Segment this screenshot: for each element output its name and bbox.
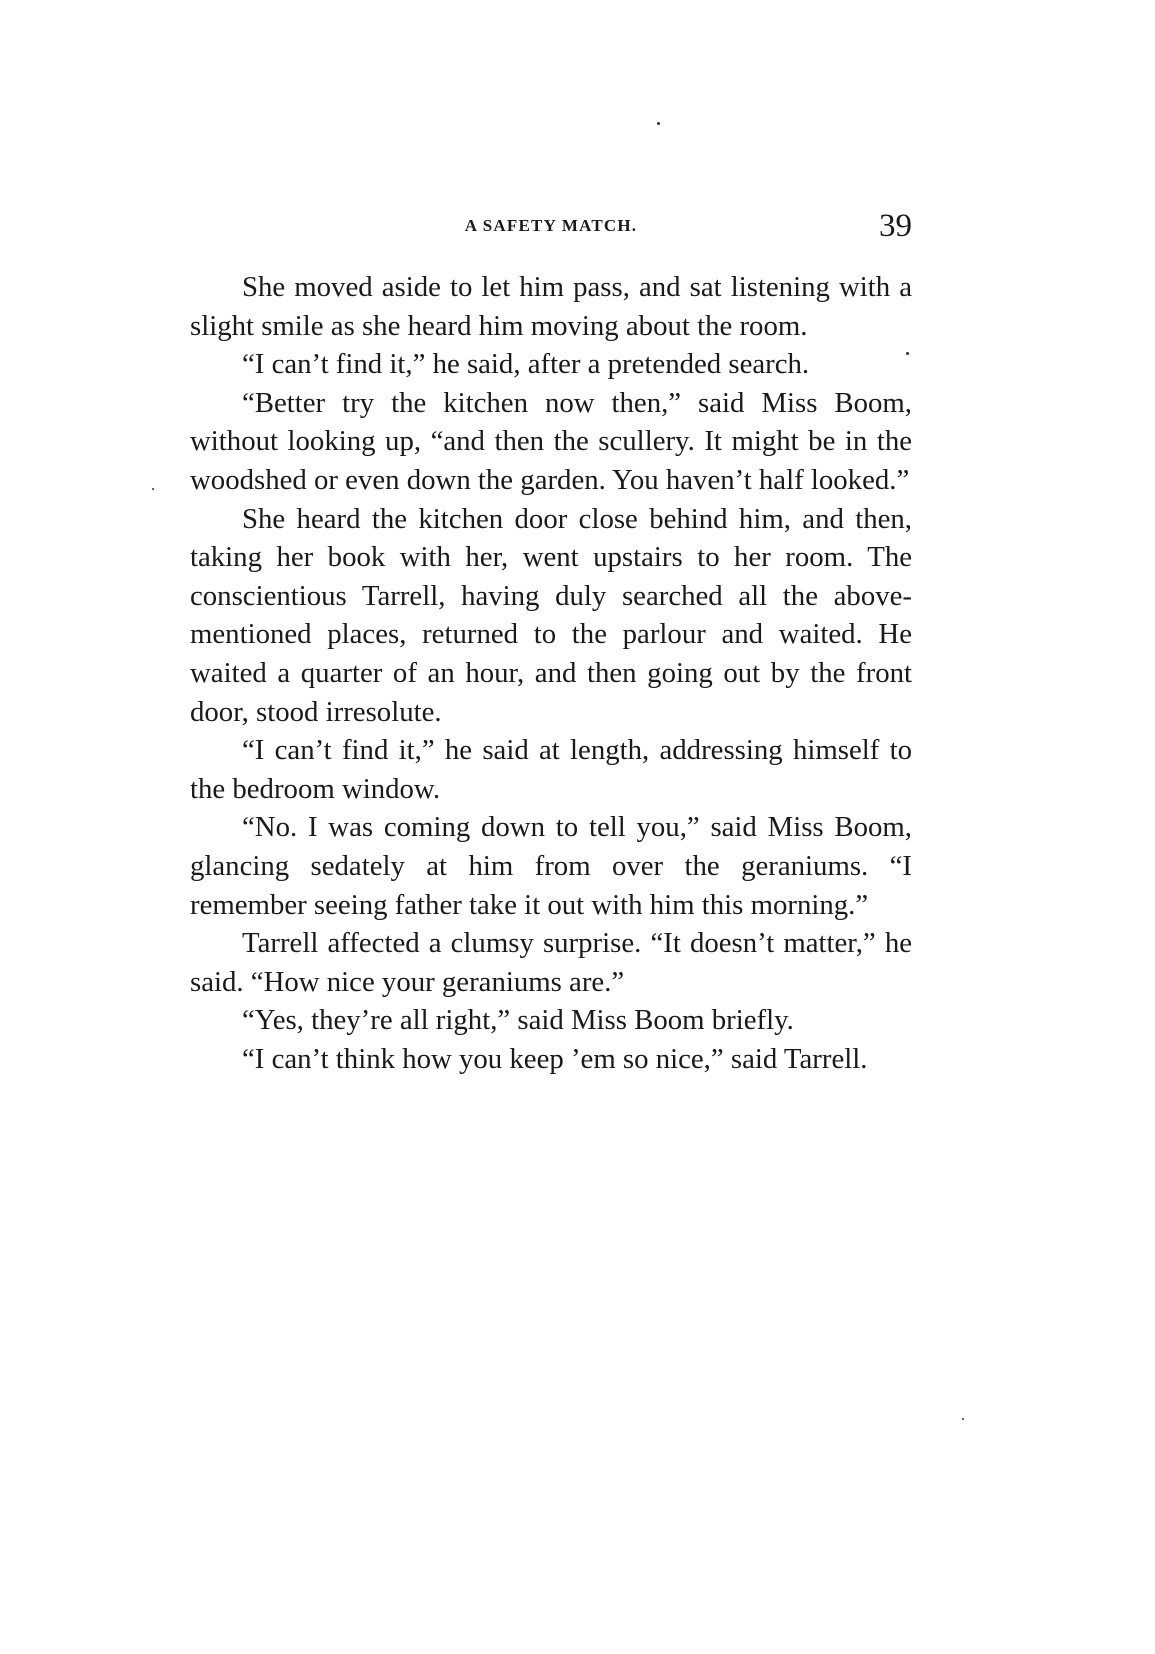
paragraph: She moved aside to let him pass, and sat listening with a slight smile as she heard him moving about the room. [190,271,912,342]
running-title: A SAFETY MATCH. [464,216,638,235]
paragraph: “Better try the kitchen now then,” said Miss Boom, without looking up, “and then the scullery. It might be in the woodshed or even down the garden. You haven’t half looked.” [190,386,912,496]
paragraph: “Yes, they’re all right,” said Miss Boom briefly. [242,1004,794,1037]
body-text [190,268,912,1078]
paragraph: “I can’t find it,” he said at length, addressing himself to the bedroom window. [190,734,912,805]
paragraph: “I can’t find it,” he said, after a pretended search. [242,348,810,381]
page-header [190,208,912,252]
print-speck [962,1418,964,1420]
paragraph: She heard the kitchen door close behind him, and then, taking her book with her, went upstairs to her room. The conscientious Tarrell, having duly searched all the above-mentioned places, returned to the parlour and waited. He waited a quarter of an hour, and then going out by the front door, stood irresolute. [190,502,912,728]
paragraph: “I can’t think how you keep ’em so nice,” said Tarrell. [242,1042,868,1075]
print-speck [152,488,154,490]
print-speck [657,122,660,125]
page-number: 39 [879,208,912,244]
paragraph: Tarrell affected a clumsy surprise. “It doesn’t matter,” he said. “How nice your geraniums are.” [190,927,912,998]
paragraph: “No. I was coming down to tell you,” said Miss Boom, glancing sedately at him from over the geraniums. “I remember seeing father take it out with him this morning.” [190,811,912,921]
